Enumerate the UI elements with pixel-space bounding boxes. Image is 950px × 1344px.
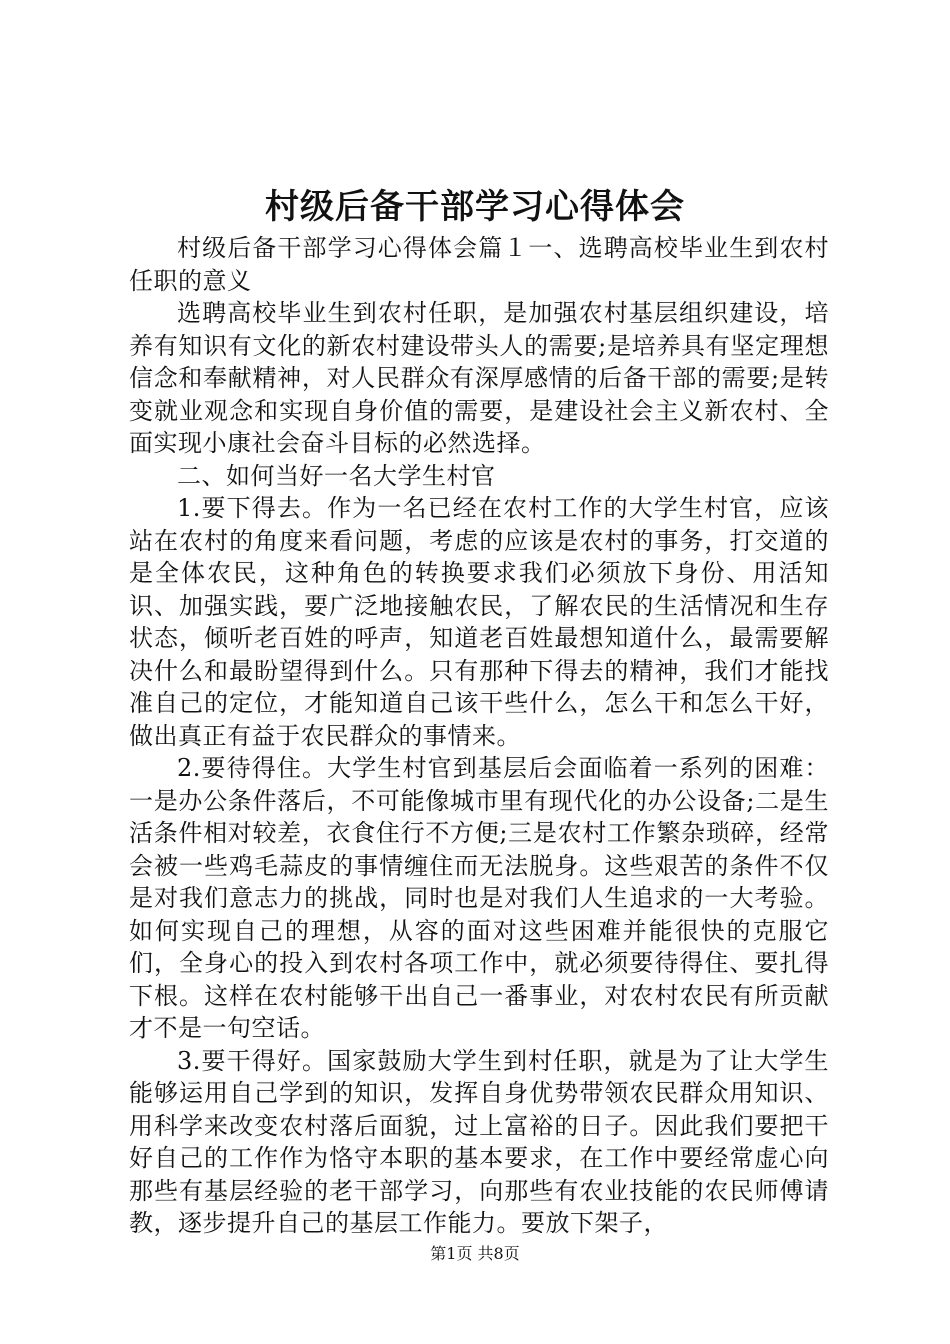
paragraph-point-2: 2.要待得住。大学生村官到基层后会面临着一系列的困难：一是办公条件落后，不可能像城市里有现代化的办公设备;二是生活条件相对较差，衣食住行不方便;三是农村工作繁杂琐碎，经常会被一些鸡毛蒜皮的事情缠住而无法脱身。这些艰苦的条件不仅是对我们意志力的挑战，同时也是对我们人生追求的一大考验。如何实现自己的理想，从容的面对这些困难并能很快的克服它们，全身心的投入到农村各项工作中，就必须要待得住、要扎得下根。这样在农村能够干出自己一番事业，对农村农民有所贡献才不是一句空话。	[129, 754, 829, 1042]
paragraph-point-3: 3.要干得好。国家鼓励大学生到村任职，就是为了让大学生能够运用自己学到的知识，发挥自身优势带领农民群众用知识、用科学来改变农村落后面貌，过上富裕的日子。因此我们要把干好自己的工作作为恪守本职的基本要求，在工作中要经常虚心向那些有基层经验的老干部学习，向那些有农业技能的农民师傅请教，逐步提升自己的基层工作能力。要放下架子，	[129, 1046, 829, 1237]
document-body	[129, 232, 829, 1240]
paragraph-heading-how: 二、如何当好一名大学生村官	[177, 461, 496, 490]
paragraph-point-1: 1.要下得去。作为一名已经在农村工作的大学生村官，应该站在农村的角度来看问题，考虑的应该是农村的事务，打交道的是全体农民，这种角色的转换要求我们必须放下身份、用活知识、加强实践，要广泛地接触农民，了解农民的生活情况和生存状态，倾听老百姓的呼声，知道老百姓最想知道什么，最需要解决什么和最盼望得到什么。只有那种下得去的精神，我们才能找准自己的定位，才能知道自己该干些什么，怎么干和怎么干好，做出真正有益于农民群众的事情来。	[129, 494, 829, 750]
page-number-footer: 第1页 共8页	[430, 1244, 520, 1263]
paragraph-intro: 村级后备干部学习心得体会篇１一、选聘高校毕业生到农村任职的意义	[129, 234, 829, 295]
document-title: 村级后备干部学习心得体会	[265, 187, 685, 227]
paragraph-significance: 选聘高校毕业生到农村任职，是加强农村基层组织建设，培养有知识有文化的新农村建设带头人的需要;是培养具有坚定理想信念和奉献精神，对人民群众有深厚感情的后备干部的需要;是转变就业观念和实现自身价值的需要，是建设社会主义新农村、全面实现小康社会奋斗目标的必然选择。	[129, 299, 829, 457]
